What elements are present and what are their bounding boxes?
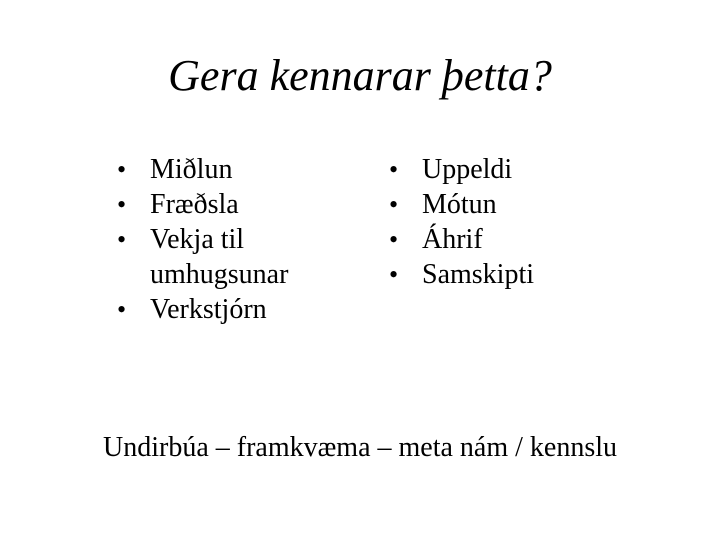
list-item-text: Vekja til umhugsunar [150, 224, 289, 290]
list-item-text: Verkstjórn [150, 294, 267, 325]
bullet-icon: • [389, 190, 399, 219]
list-item [380, 257, 640, 292]
bullet-icon: • [117, 295, 127, 324]
left-bullet-list [108, 152, 348, 327]
list-item-text: Áhrif [422, 224, 483, 255]
list-item [380, 222, 640, 257]
bullet-icon: • [117, 190, 127, 219]
list-item-text: Mótun [422, 189, 497, 220]
right-bullet-list [380, 152, 640, 292]
bullet-icon: • [117, 225, 127, 254]
bullet-icon: • [117, 155, 127, 184]
list-item [108, 292, 348, 327]
slide-title: Gera kennarar þetta? [168, 51, 552, 100]
list-item-text: Samskipti [422, 259, 535, 290]
bullet-icon: • [389, 155, 399, 184]
list-item [108, 152, 348, 187]
list-item-text: Uppeldi [422, 154, 513, 185]
bullet-icon: • [389, 260, 399, 289]
bullet-icon: • [389, 225, 399, 254]
footer-text: Undirbúa – framkvæma – meta nám / kennslu [103, 432, 617, 463]
list-item [380, 152, 640, 187]
list-item-text: Fræðsla [150, 189, 239, 220]
list-item [108, 222, 348, 292]
list-item [108, 187, 348, 222]
list-item-text: Miðlun [150, 154, 233, 185]
list-item [380, 187, 640, 222]
